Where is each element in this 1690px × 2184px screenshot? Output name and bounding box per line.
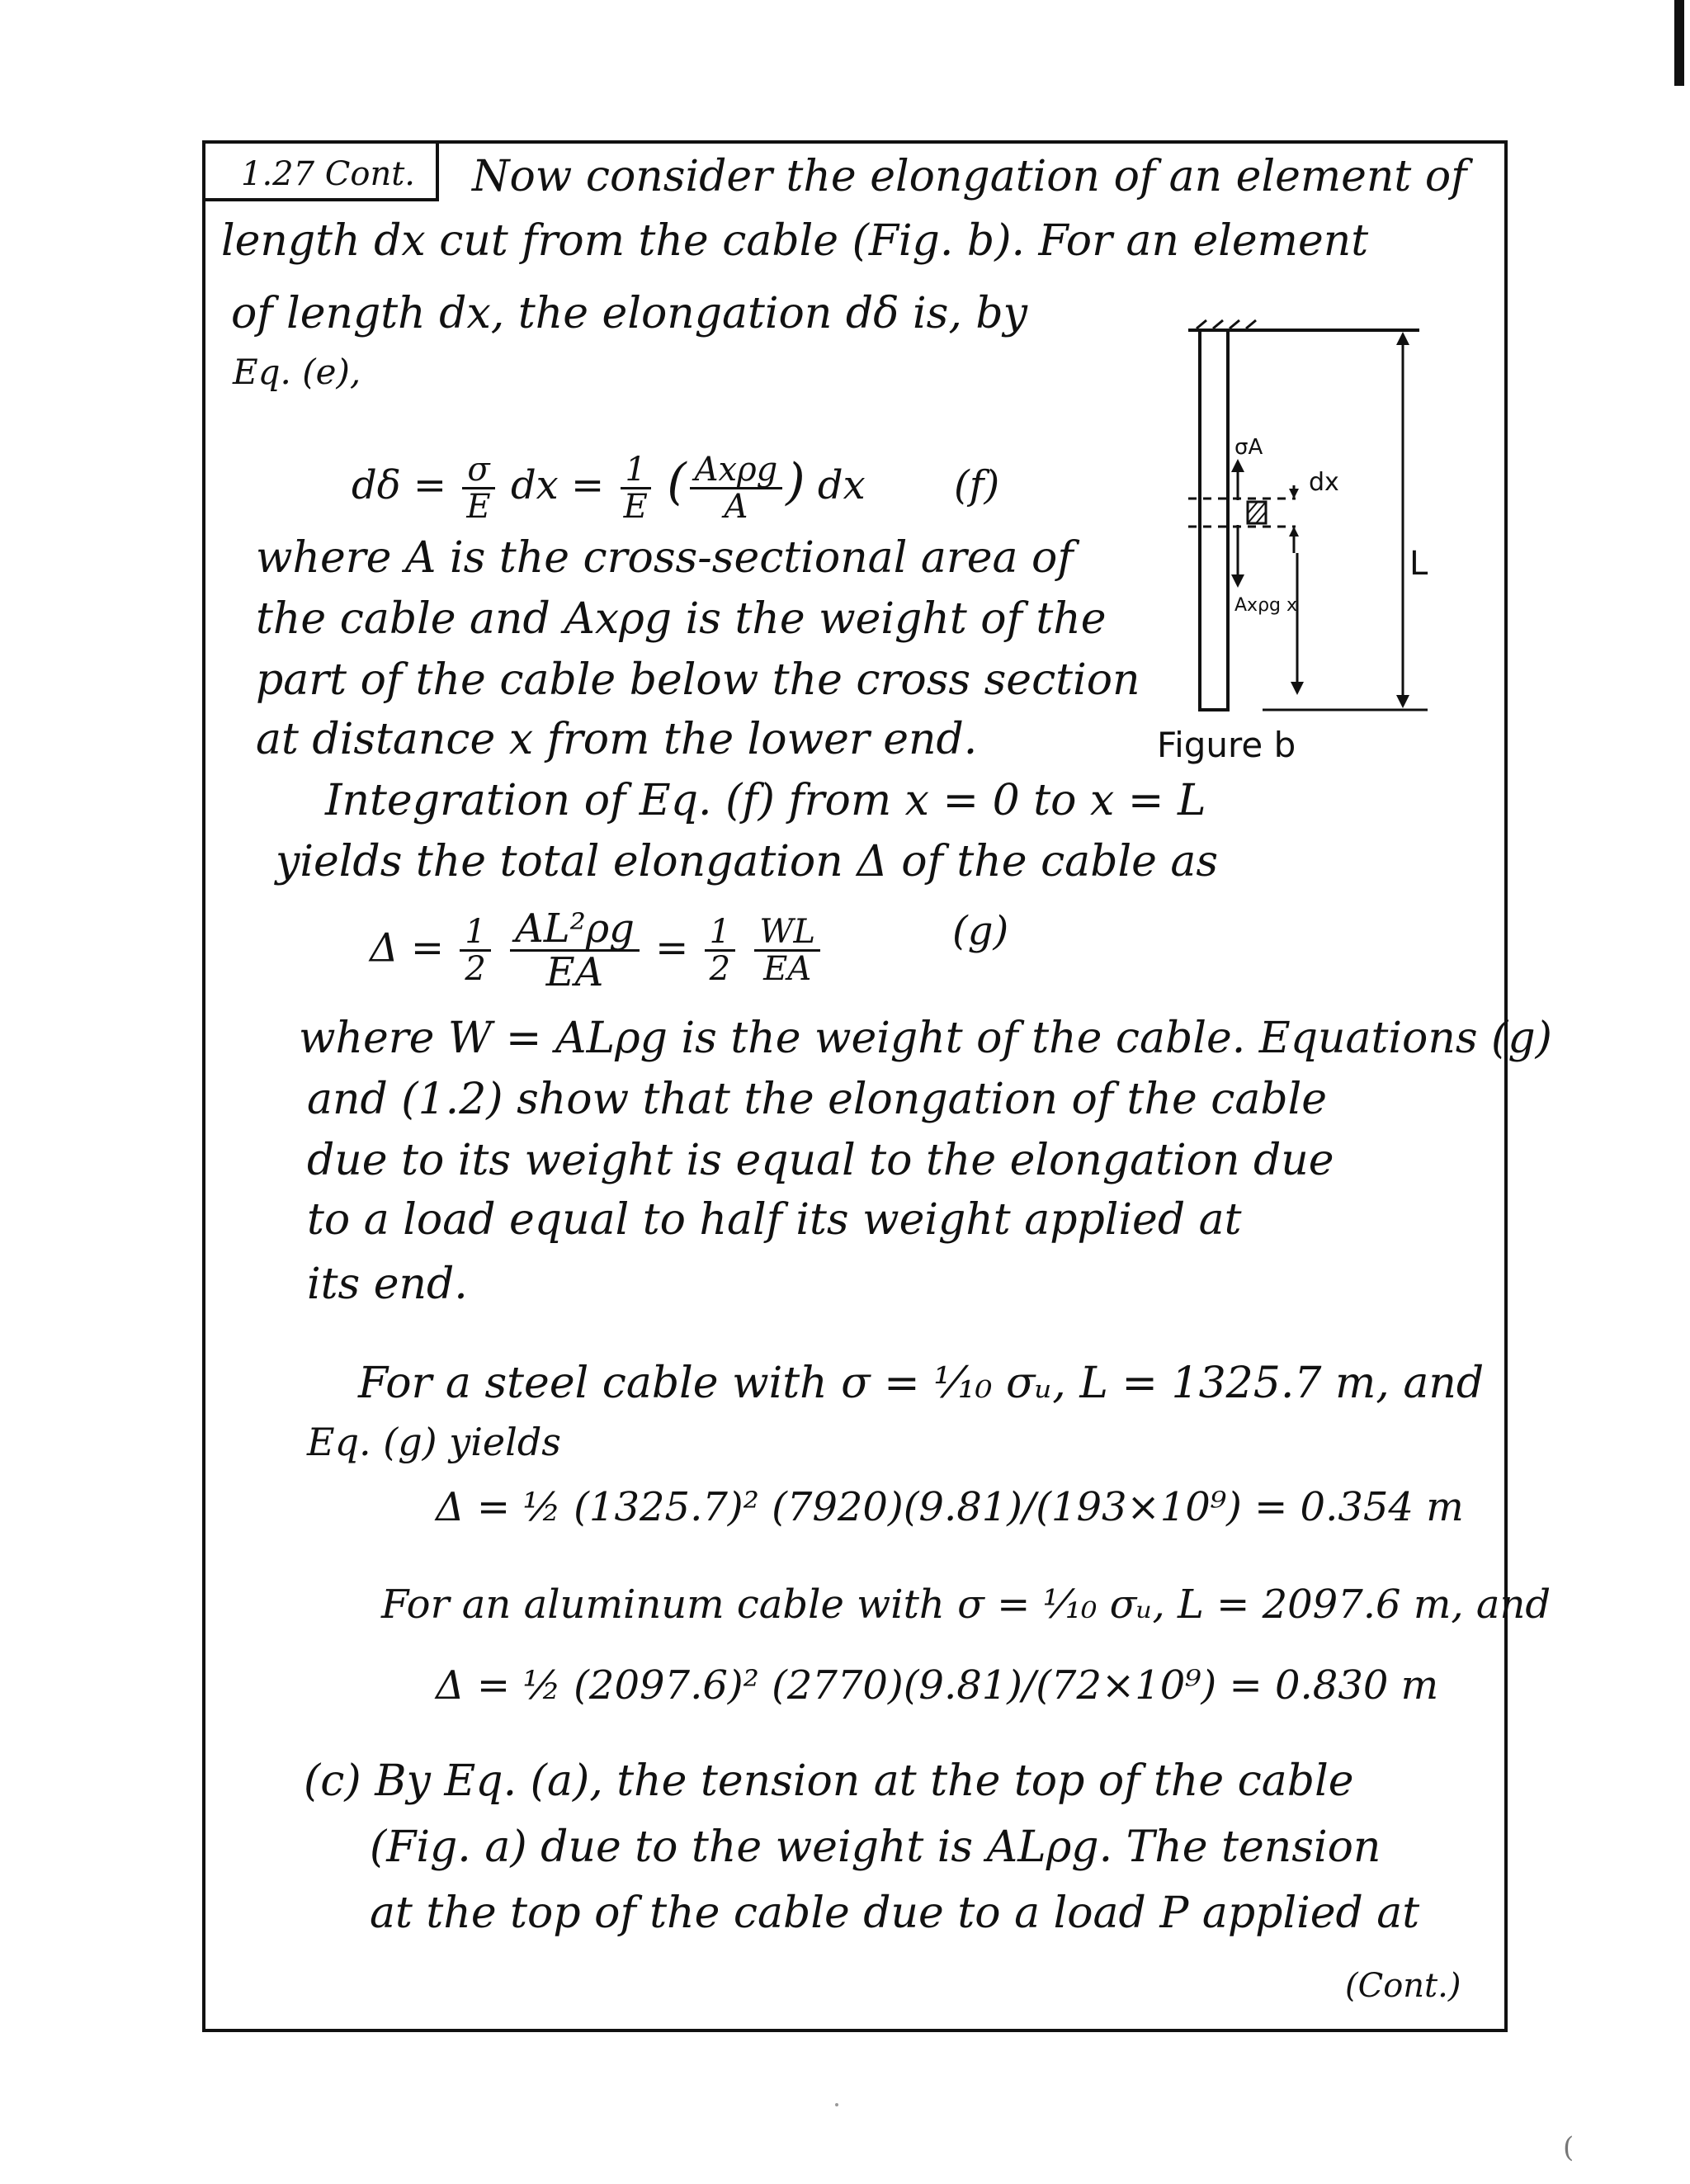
eq-g-half	[460, 913, 490, 989]
part-c-line3: at the top of the cable due to a load P applied at	[370, 1889, 1420, 1938]
problem-tag: 1.27 Cont.	[241, 155, 416, 193]
para1-line3: of length dx, the elongation dδ is, by	[231, 289, 1028, 338]
fig-label-L: L	[1409, 545, 1428, 583]
scan-edge-mark	[1674, 0, 1684, 86]
steel-line1: For a steel cable with σ = ¹⁄₁₀ σᵤ, L = 1325.7 m, and	[358, 1359, 1485, 1408]
eq-f-one: 1	[621, 452, 651, 489]
equation-f: dδ = $\frac{\sigma}{E}$ dx = $\frac{1}{E}$ ( $\frac{\text{Axρg}}{A}$ ) dx	[352, 451, 866, 526]
para1-line2: length dx cut from the cable (Fig. b). For an element	[221, 216, 1369, 266]
eq-g-main-den: EA	[545, 949, 604, 996]
para4-line5: its end.	[307, 1260, 468, 1309]
eq-f-inner-frac	[690, 452, 783, 524]
para4-line3: due to its weight is equal to the elongation due	[307, 1136, 1334, 1185]
para4-line2: and (1.2) show that the elongation of the cable	[307, 1075, 1328, 1124]
steel-equation: Δ = ½ (1325.7)² (7920)(9.81)/(193×10⁹) = 0.354 m	[436, 1484, 1464, 1530]
eq-g-main-num: AL²ρg	[510, 908, 640, 952]
eq-g-wl-den: EA	[763, 950, 812, 989]
eq-g-half-den: 2	[465, 950, 486, 989]
eq-f-dx2: dx	[817, 462, 866, 508]
eq-g-equals: =	[655, 924, 689, 971]
fig-label-sigmaA: σA	[1234, 435, 1263, 460]
eq-f-lhs: dδ =	[352, 462, 447, 508]
para2-line2: the cable and Axρg is the weight of the	[256, 594, 1107, 644]
part-c-line2: (Fig. a) due to the weight is ALρg. The tension	[370, 1822, 1381, 1872]
fig-label-dx: dx	[1309, 468, 1339, 497]
eq-g-half2-den: 2	[709, 950, 731, 989]
eq-f-sigma: σ	[462, 452, 494, 489]
eq-g-half-num: 1	[460, 915, 490, 952]
eq-f-dx1: dx =	[510, 462, 605, 508]
equation-g	[370, 905, 824, 996]
para4-line4: to a load equal to half its weight applied at	[307, 1195, 1242, 1245]
eq-f-inner-den: A	[724, 488, 748, 526]
eq-g-lhs: Δ =	[370, 924, 445, 971]
steel-line2: Eq. (g) yields	[307, 1420, 561, 1464]
figure-b	[1155, 305, 1436, 718]
para4-line1: where W = ALρg is the weight of the cable. Equations (g)	[299, 1014, 1552, 1063]
fig-label-weight: Axρg x	[1234, 595, 1298, 616]
aluminum-equation: Δ = ½ (2097.6)² (2770)(9.81)/(72×10⁹) = 0.830 m	[436, 1662, 1439, 1709]
continued-marker: (Cont.)	[1345, 1967, 1461, 2005]
eq-g-main-frac	[510, 905, 640, 996]
eq-f-inner-num: Axρg	[690, 452, 783, 489]
eq-f-one-over-e	[621, 452, 651, 524]
para2-line1: where A is the cross-sectional area of	[256, 533, 1074, 583]
para3-line2: yields the total elongation Δ of the cable as	[276, 837, 1219, 886]
figure-caption: Figure b	[1157, 725, 1296, 765]
para3-line1: Integration of Eq. (f) from x = 0 to x = L	[325, 776, 1206, 825]
eq-g-tag: (g)	[952, 908, 1009, 954]
scan-dot	[835, 2103, 838, 2106]
fig-cable	[1200, 330, 1228, 710]
aluminum-line1: For an aluminum cable with σ = ¹⁄₁₀ σᵤ, L = 2097.6 m, and	[381, 1581, 1551, 1628]
para1-line1: Now consider the elongation of an element of	[472, 152, 1467, 201]
eq-f-tag: (f)	[954, 462, 1000, 508]
page-corner-mark: (	[1563, 2131, 1574, 2164]
part-c-line1: (c) By Eq. (a), the tension at the top of the cable	[304, 1756, 1354, 1806]
eq-g-half2	[705, 913, 735, 989]
eq-f-sigma-over-e	[462, 452, 494, 524]
para2-line3: part of the cable below the cross section	[256, 655, 1140, 705]
eq-g-wl-frac	[754, 913, 820, 989]
eq-g-half2-num: 1	[705, 915, 735, 952]
para1-line4: Eq. (e),	[233, 352, 361, 392]
eq-g-wl-num: WL	[754, 915, 820, 952]
eq-f-e2: E	[623, 488, 648, 526]
eq-f-e: E	[466, 488, 491, 526]
para2-line4: at distance x from the lower end.	[256, 715, 978, 764]
